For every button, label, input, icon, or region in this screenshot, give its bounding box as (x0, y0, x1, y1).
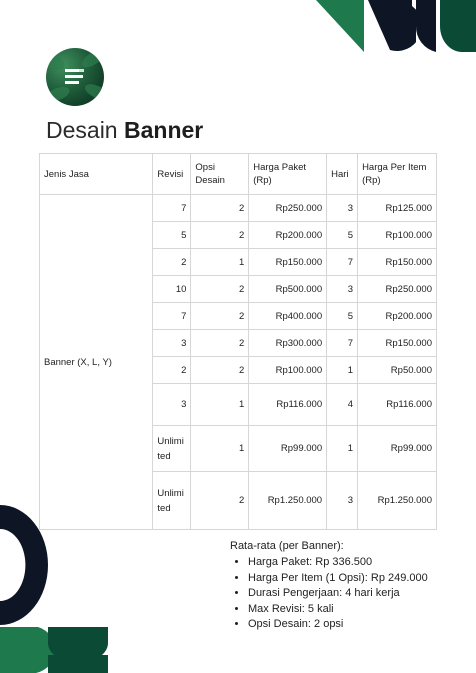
header-opsi-desain: Opsi Desain (191, 154, 249, 195)
opsi-desain-cell: 2 (191, 357, 249, 384)
summary-item: • Opsi Desain: 2 opsi (248, 617, 428, 633)
header-revisi: Revisi (153, 154, 191, 195)
harga-paket-cell: Rp200.000 (249, 222, 327, 249)
harga-per-item-cell: Rp200.000 (358, 303, 437, 330)
opsi-desain-cell: 1 (191, 384, 249, 426)
title-normal: Desain (46, 117, 118, 143)
summary-item: • Harga Per Item (1 Opsi): Rp 249.000 (248, 571, 428, 587)
summary-item: • Harga Paket: Rp 336.500 (248, 555, 428, 571)
service-cell: Banner (X, L, Y) (40, 195, 153, 530)
brand-logo (46, 48, 104, 106)
harga-paket-cell: Rp150.000 (249, 249, 327, 276)
price-table (39, 153, 437, 530)
header-jenis-jasa: Jenis Jasa (40, 154, 153, 195)
opsi-desain-cell: 2 (191, 330, 249, 357)
harga-paket-cell: Rp99.000 (249, 426, 327, 472)
harga-paket-cell: Rp300.000 (249, 330, 327, 357)
revisi-cell: 2 (153, 357, 191, 384)
decorative-shapes-top-right (316, 0, 476, 52)
revisi-cell: 5 (153, 222, 191, 249)
hari-cell: 3 (327, 195, 358, 222)
hari-cell: 7 (327, 249, 358, 276)
opsi-desain-cell: 2 (191, 472, 249, 530)
hari-cell: 1 (327, 426, 358, 472)
revisi-cell: 3 (153, 384, 191, 426)
harga-paket-cell: Rp1.250.000 (249, 472, 327, 530)
header-harga-per-item: Harga Per Item (Rp) (358, 154, 437, 195)
harga-per-item-cell: Rp125.000 (358, 195, 437, 222)
revisi-cell: 7 (153, 195, 191, 222)
revisi-cell: 3 (153, 330, 191, 357)
summary-item: • Max Revisi: 5 kali (248, 602, 428, 618)
logo-mark-icon (63, 68, 87, 86)
decorative-shapes-bottom-left (0, 505, 120, 673)
harga-per-item-cell: Rp50.000 (358, 357, 437, 384)
opsi-desain-cell: 2 (191, 195, 249, 222)
hari-cell: 4 (327, 384, 358, 426)
harga-paket-cell: Rp100.000 (249, 357, 327, 384)
harga-paket-cell: Rp116.000 (249, 384, 327, 426)
header-hari: Hari (327, 154, 358, 195)
harga-per-item-cell: Rp1.250.000 (358, 472, 437, 530)
harga-paket-cell: Rp400.000 (249, 303, 327, 330)
opsi-desain-cell: 2 (191, 222, 249, 249)
harga-per-item-cell: Rp99.000 (358, 426, 437, 472)
opsi-desain-cell: 1 (191, 249, 249, 276)
summary-item: • Durasi Pengerjaan: 4 hari kerja (248, 586, 428, 602)
hari-cell: 5 (327, 303, 358, 330)
page-title (46, 117, 203, 144)
opsi-desain-cell: 2 (191, 303, 249, 330)
revisi-cell: Unlimited (153, 426, 191, 472)
summary-heading: Rata-rata (per Banner): (230, 540, 344, 552)
harga-per-item-cell: Rp150.000 (358, 249, 437, 276)
revisi-cell: 2 (153, 249, 191, 276)
hari-cell: 1 (327, 357, 358, 384)
hari-cell: 3 (327, 472, 358, 530)
opsi-desain-cell: 2 (191, 276, 249, 303)
opsi-desain-cell: 1 (191, 426, 249, 472)
title-bold: Banner (124, 117, 204, 143)
revisi-cell: Unlimited (153, 472, 191, 530)
header-harga-paket: Harga Paket (Rp) (249, 154, 327, 195)
harga-per-item-cell: Rp150.000 (358, 330, 437, 357)
harga-paket-cell: Rp250.000 (249, 195, 327, 222)
table-header-row (40, 154, 437, 195)
summary-list (230, 555, 428, 633)
harga-per-item-cell: Rp116.000 (358, 384, 437, 426)
harga-per-item-cell: Rp250.000 (358, 276, 437, 303)
harga-per-item-cell: Rp100.000 (358, 222, 437, 249)
table-row (40, 195, 437, 222)
revisi-cell: 7 (153, 303, 191, 330)
harga-paket-cell: Rp500.000 (249, 276, 327, 303)
revisi-cell: 10 (153, 276, 191, 303)
hari-cell: 5 (327, 222, 358, 249)
hari-cell: 3 (327, 276, 358, 303)
hari-cell: 7 (327, 330, 358, 357)
summary-section (230, 540, 428, 633)
